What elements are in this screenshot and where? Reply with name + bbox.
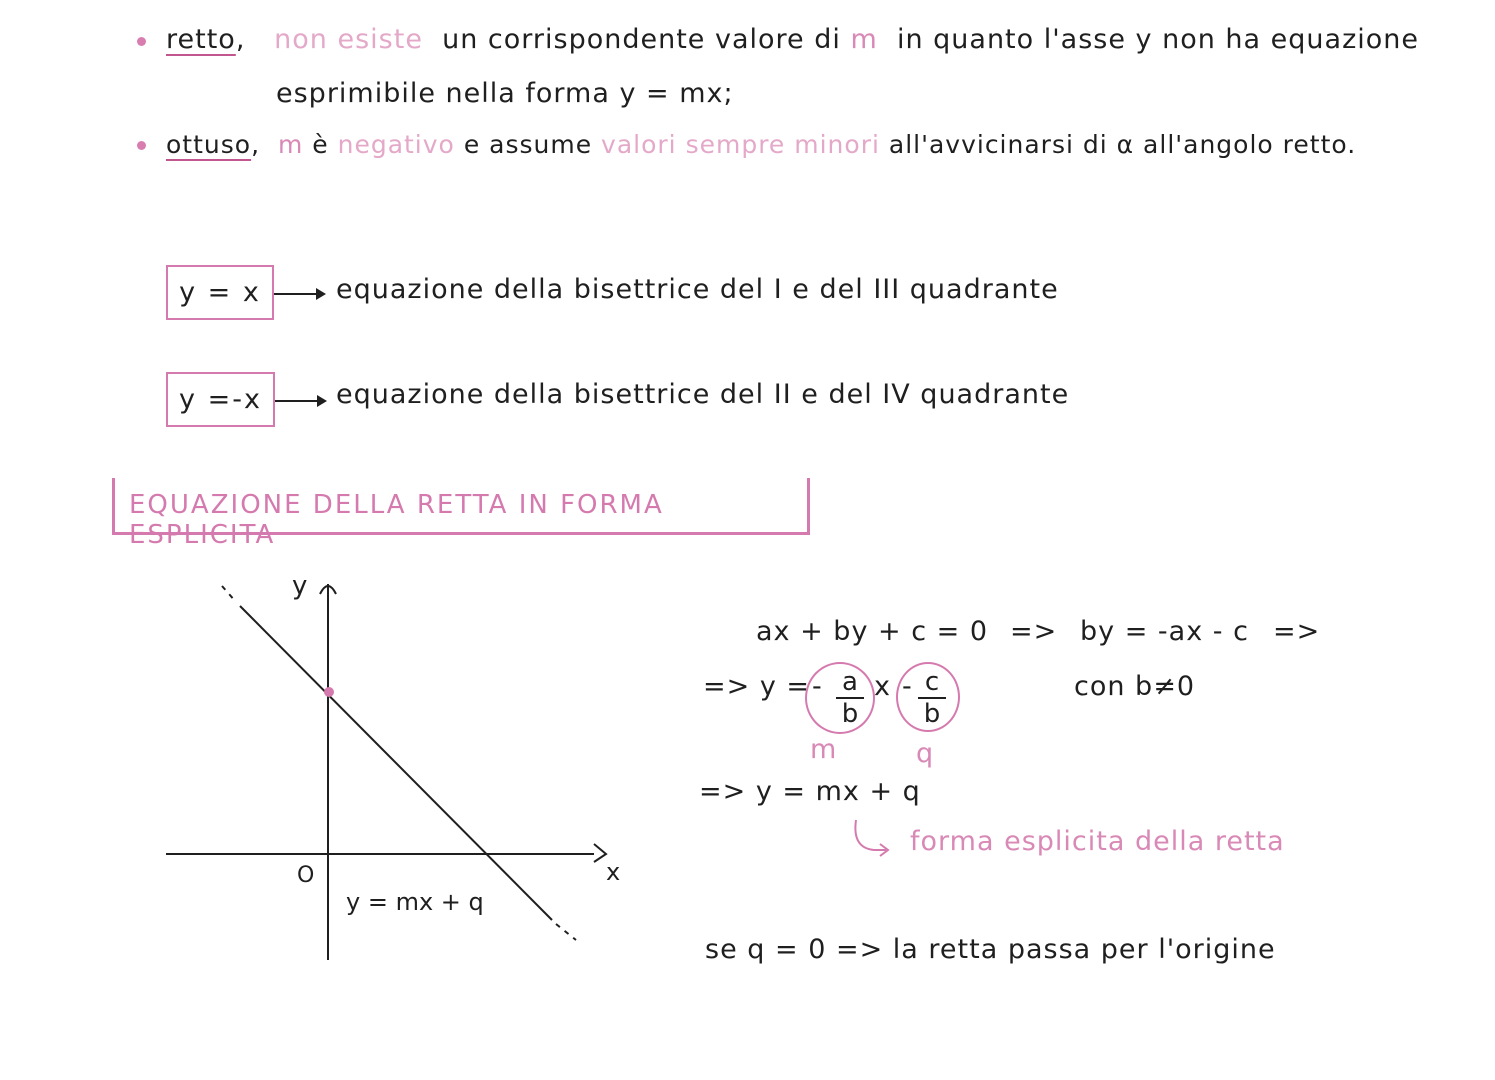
text-b: all'avvicinarsi di α all'angolo retto. (888, 130, 1357, 159)
valori-sempre-minori: valori sempre minori (601, 130, 880, 159)
bullet-ottuso-line (166, 130, 1356, 159)
m-symbol: m (277, 130, 304, 159)
q-numerator: c (924, 667, 940, 697)
term-ottuso: ottuso (166, 130, 252, 159)
y-equals: => y = (703, 671, 811, 702)
y-axis-label: y (292, 571, 308, 601)
bullet-dot (137, 37, 146, 46)
origin-note: se q = 0 => la retta passa per l'origine (705, 934, 1276, 965)
arrow-line (275, 400, 319, 402)
m-numerator: a (842, 667, 858, 697)
x-axis-arrow-icon (594, 844, 606, 862)
solve-for-by: by = -ax - c (1080, 616, 1249, 647)
q-fraction-sign: - (902, 671, 913, 702)
general-equation: ax + by + c = 0 (756, 616, 989, 647)
x-axis-label: x (606, 858, 621, 886)
condition-b-not-zero: con b≠0 (1074, 671, 1195, 702)
implies-symbol: => (1273, 616, 1321, 647)
q-fraction (918, 668, 946, 728)
explicit-form-note: forma esplicita della retta (910, 826, 1285, 857)
q-label: q (916, 738, 935, 769)
equation-box-y-eq-x (166, 265, 274, 320)
text-b: in quanto l'asse y non ha equazione (896, 24, 1419, 55)
hook-arrow-icon (850, 818, 894, 858)
negativo: negativo (337, 130, 455, 159)
text-a: un corrispondente valore di (442, 24, 841, 55)
m-label: m (810, 734, 838, 765)
q-denominator: b (923, 699, 941, 729)
origin-label: O (297, 863, 315, 888)
line-dash-bottom (556, 924, 576, 940)
bisector-description: equazione della bisettrice del II e del IV quadrante (336, 379, 1070, 410)
equation-text: y = x (179, 277, 261, 308)
m-denominator: b (841, 699, 859, 729)
term-retto: retto (166, 24, 236, 55)
bullet-retto-line2: esprimibile nella forma y = mx; (276, 78, 734, 109)
sep: , (235, 24, 246, 55)
m-symbol: m (850, 24, 878, 55)
equation-text: y =-x (179, 384, 262, 415)
arrow-line (274, 293, 318, 295)
arrow-head-icon (317, 395, 327, 407)
explicit-equation: => y = mx + q (699, 776, 921, 807)
line-graph (0, 560, 640, 980)
section-title: EQUAZIONE DELLA RETTA IN FORMA ESPLICITA (129, 490, 664, 550)
sep: , (251, 130, 261, 159)
x-variable: x (874, 671, 891, 702)
m-fraction-sign: - (812, 671, 823, 702)
y-intercept-point (324, 687, 334, 697)
bullet-retto-line1 (166, 24, 1419, 55)
equation-box-y-eq-minus-x (166, 372, 275, 427)
line-dash-top (222, 586, 236, 602)
text-a: e assume (463, 130, 593, 159)
m-fraction (836, 668, 864, 728)
line-equation-label: y = mx + q (346, 888, 484, 916)
implies-symbol: => (1010, 616, 1058, 647)
non-esiste: non esiste (274, 24, 423, 55)
bullet-dot (137, 141, 146, 150)
bisector-description: equazione della bisettrice del I e del III quadrante (336, 274, 1059, 305)
line-y-mx-q (240, 606, 552, 920)
e-accent: è (312, 130, 329, 159)
arrow-head-icon (316, 288, 326, 300)
section-title-box (112, 478, 810, 550)
